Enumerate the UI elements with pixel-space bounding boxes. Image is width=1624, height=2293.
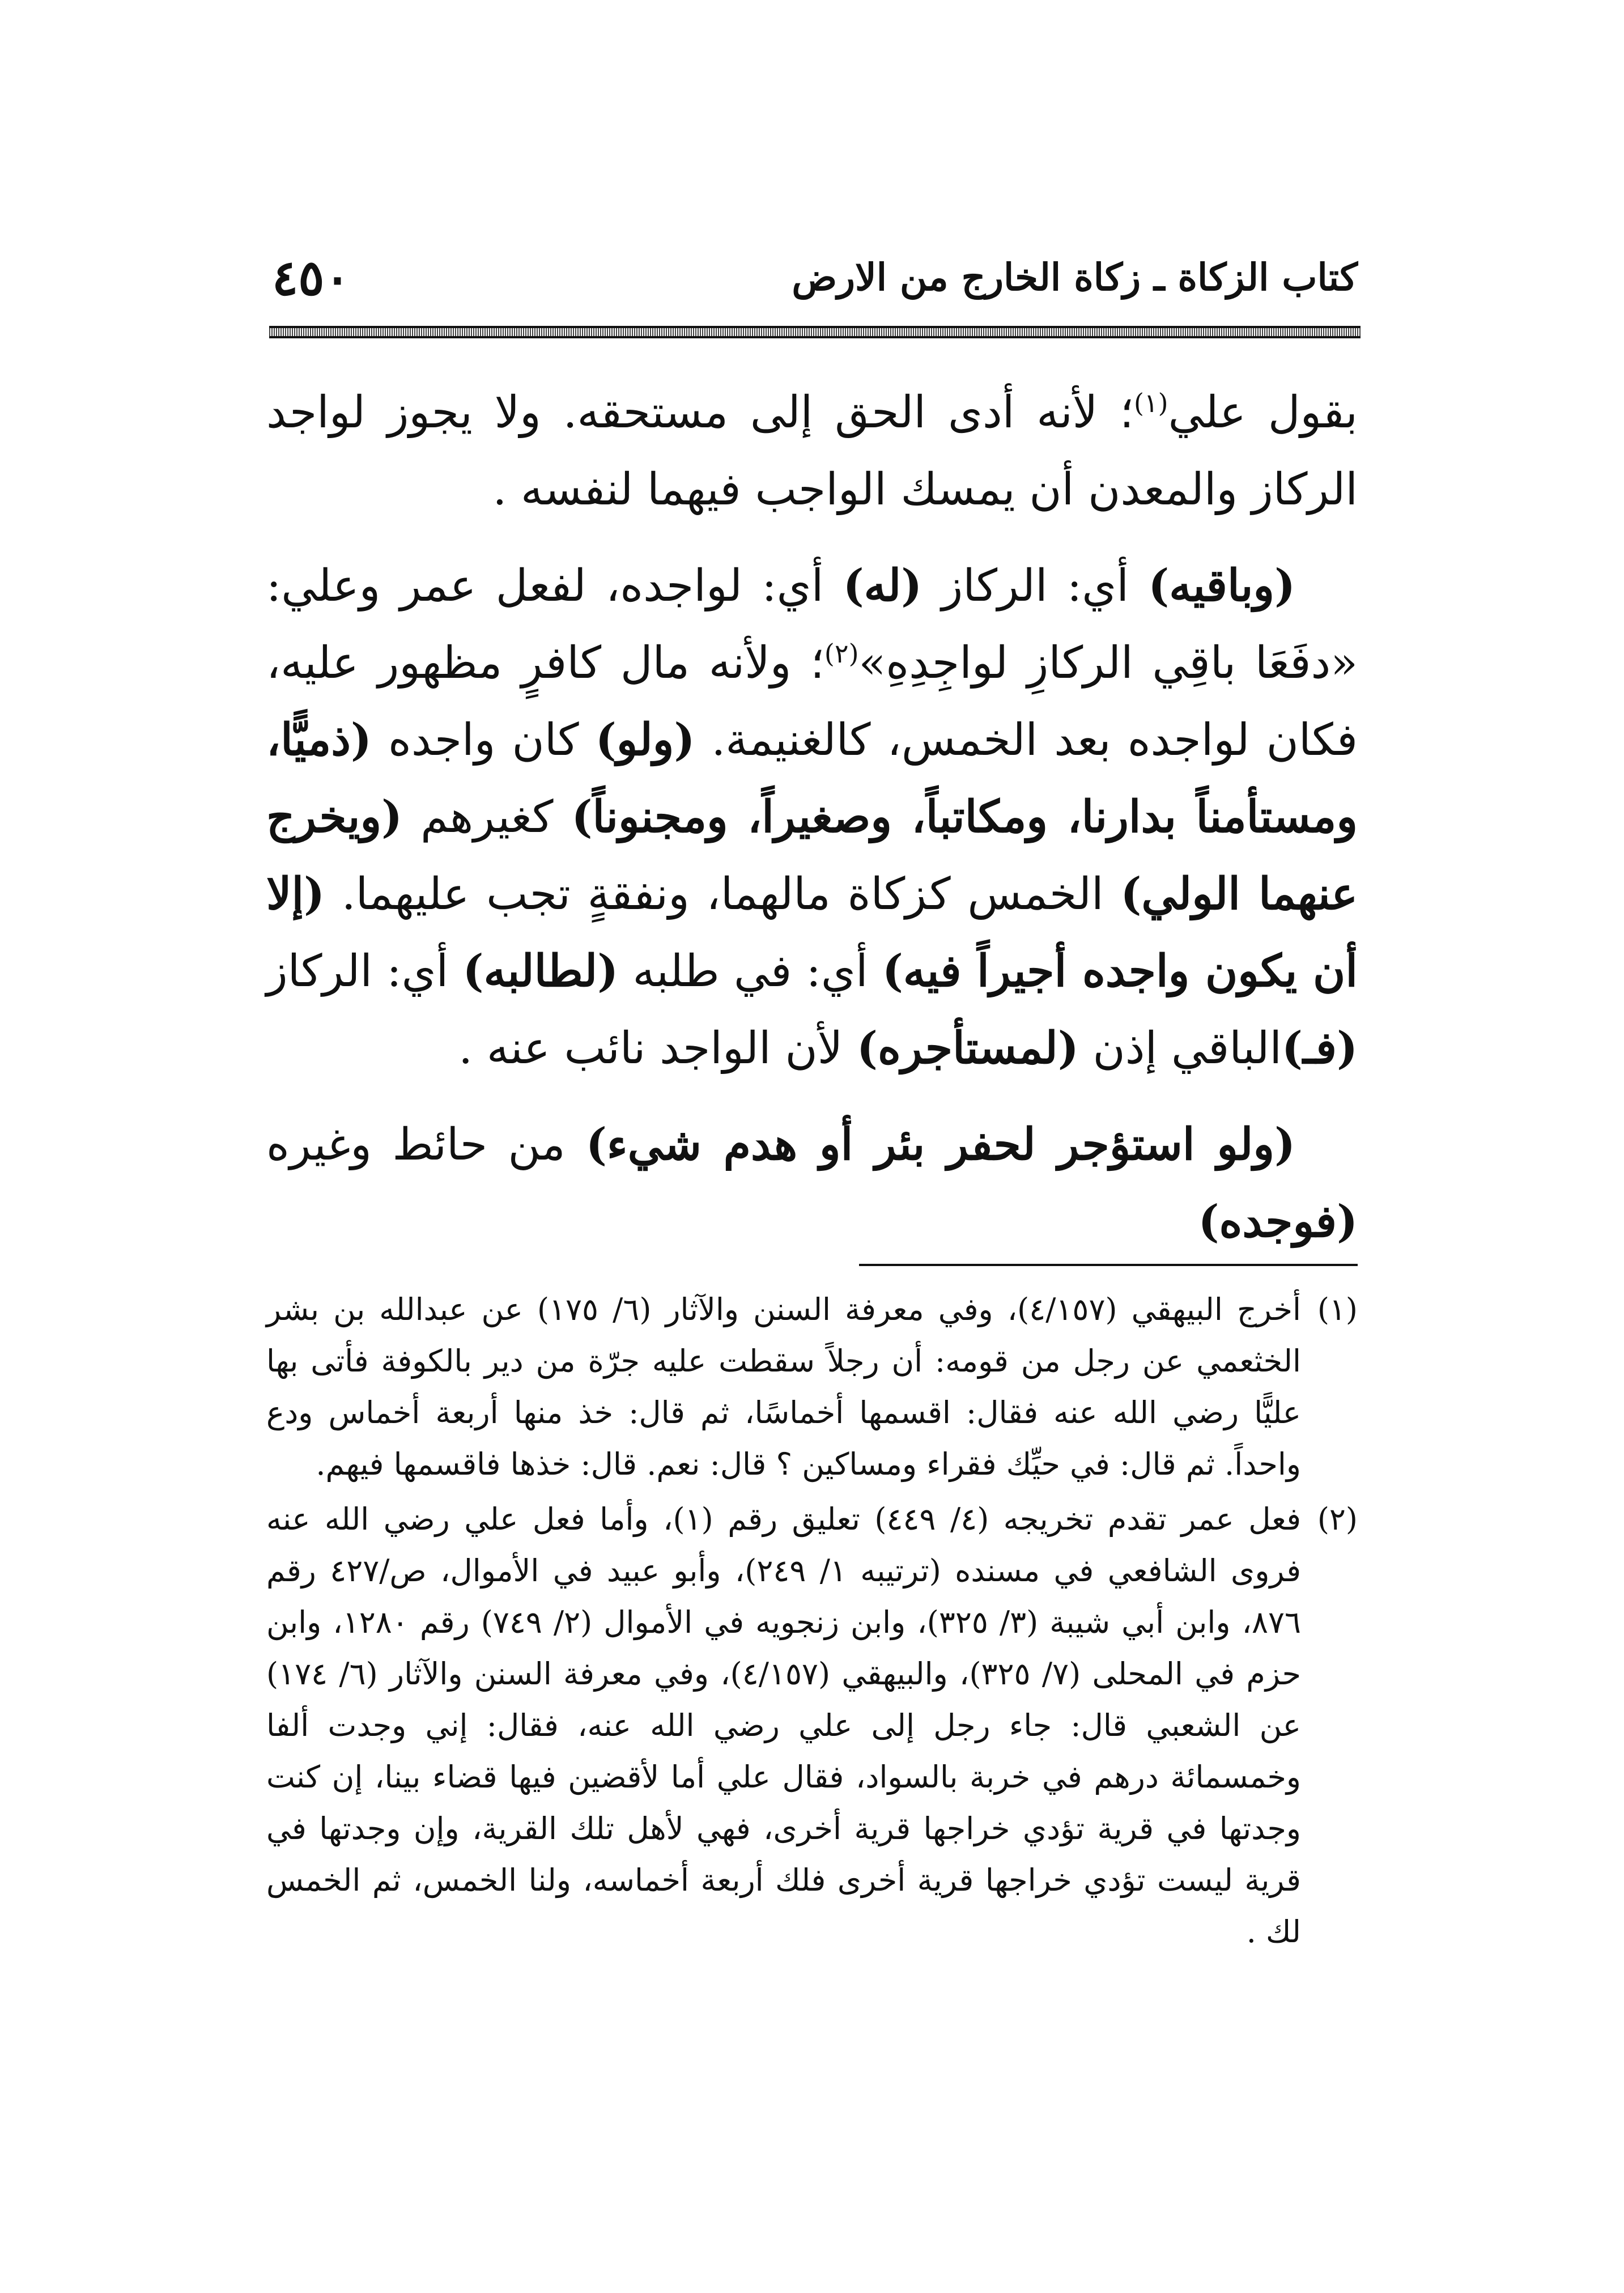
running-title: كتاب الزكاة ـ زكاة الخارج من الارض bbox=[792, 255, 1358, 299]
bold-matn: (لطالبه) bbox=[462, 945, 619, 997]
footnote-text: فعل عمر تقدم تخريجه (٤/ ٤٤٩) تعليق رقم (١)، وأما فعل علي رضي الله عنه فروى الشافعي في مسنده (ترتيبه ١/ ٢٤٩)، وأبو عبيد في الأموال، ص/٤٢٧ رقم ٨٧٦، وابن أبي شيبة (٣/ ٣٢٥)، وابن زنجويه في الأموال (٢/ ٧٤٩) رقم ١٢٨٠، وابن حزم في المحلى (٧/ ٣٢٥)، والبيهقي (٤/١٥٧)، وفي معرفة السنن والآثار (٦/ ١٧٤) عن الشعبي قال: جاء رجل إلى علي رضي الله عنه، فقال: إني وجدت ألفا وخمسمائة درهم في خربة بالسواد، فقال علي أما لأقضين فيها قضاء بينا، إن كنت وجدتها في قرية تؤدي خراجها قرية أخرى، فهي لأهل تلك القرية، وإن وجدتها في قرية ليست تؤدي خراجها قرية أخرى فلك أربعة أخماسه، ولنا الخمس، ثم الخمس لك . bbox=[266, 1501, 1302, 1950]
paragraph-2 bbox=[266, 547, 1358, 1087]
footnote-text: أخرج البيهقي (٤/١٥٧)، وفي معرفة السنن والآثار (٦/ ١٧٥) عن عبدالله بن بشر الخثعمي عن رجل من قومه: أن رجلاً سقطت عليه جرّة من دير بالكوفة فأتى بها عليًّا رضي الله عنه فقال: اقسمها أخماسًا، ثم قال: خذ منها أربعة أخماس ودع واحداً. ثم قال: في حيِّك فقراء ومساكين ؟ قال: نعم. قال: خذها فاقسمها فيهم. bbox=[266, 1292, 1301, 1482]
bold-matn: (فوجده) bbox=[1198, 1196, 1358, 1247]
footnote-ref-2[interactable]: (٢) bbox=[824, 638, 859, 669]
footnote-1 bbox=[266, 1284, 1358, 1490]
text-run: كغيرهم bbox=[402, 792, 572, 843]
page-number: ٤٥٠ bbox=[272, 249, 351, 307]
footnotes bbox=[266, 1284, 1358, 1961]
bold-matn: (ذميًّا، ومستأمناً بدارنا، ومكاتباً، وصغيراً، ومجنوناً) bbox=[266, 714, 1358, 843]
text-run: بقول علي bbox=[1168, 387, 1358, 438]
bold-matn: (ولو) bbox=[595, 714, 695, 766]
bold-matn: (لمستأجره) bbox=[857, 1022, 1079, 1074]
main-text bbox=[266, 374, 1358, 1280]
footnote-ref-1[interactable]: (١) bbox=[1133, 388, 1168, 418]
bold-matn: (ويخرج عنهما الولي) bbox=[266, 791, 1358, 920]
bold-matn: (فـ) bbox=[1282, 1022, 1358, 1074]
text-run: أي: الركاز bbox=[266, 946, 463, 997]
footnote-number: (١) bbox=[1317, 1292, 1358, 1327]
paragraph-1 bbox=[266, 374, 1358, 528]
bold-matn: (إلا أن يكون واجده أجيراً فيه) bbox=[266, 868, 1358, 997]
text-run: أي: في طلبه bbox=[618, 946, 882, 997]
bold-matn: (له) bbox=[843, 560, 922, 612]
text-run: أي: لواجده، لفعل عمر وعلي: «دفَعَا باقِي الركازِ لواجِدِهِ» bbox=[266, 560, 1358, 689]
text-run: ؛ لأنه أدى الحق إلى مستحقه. ولا يجوز لواجد الركاز والمعدن أن يمسك الواجب فيهما لنفسه . bbox=[266, 387, 1358, 515]
bold-matn: (وباقيه) bbox=[1148, 560, 1295, 612]
footnote-2 bbox=[266, 1493, 1358, 1957]
text-run: لأن الواجد نائب عنه . bbox=[458, 1023, 857, 1074]
footnote-number: (٢) bbox=[1317, 1501, 1358, 1537]
footnote-separator bbox=[859, 1264, 1358, 1266]
text-run: من حائط وغيره bbox=[266, 1119, 586, 1170]
paragraph-3 bbox=[266, 1106, 1358, 1260]
text-run: الباقي إذن bbox=[1078, 1023, 1282, 1074]
header-rule bbox=[269, 326, 1361, 338]
text-run: أي: الركاز bbox=[922, 560, 1149, 612]
text-run: ؛ ولأنه مال كافرٍ مظهور عليه، فكان لواجده بعد الخمس، كالغنيمة. bbox=[266, 638, 1358, 766]
bold-matn: (ولو استؤجر لحفر بئر أو هدم شيء) bbox=[586, 1119, 1295, 1170]
text-run: الخمس كزكاة مالهما، ونفقةٍ تجب عليهما. bbox=[325, 869, 1121, 920]
text-run: كان واجده bbox=[371, 715, 596, 766]
page-header bbox=[272, 244, 1358, 312]
